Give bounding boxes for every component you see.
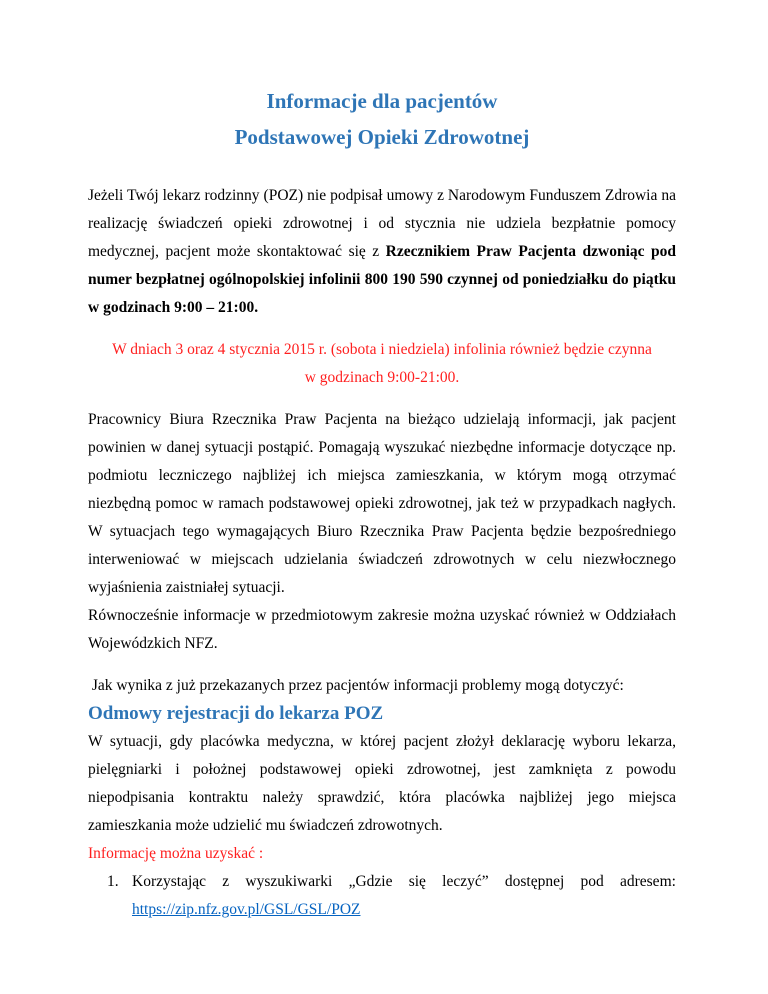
list-item-word: z xyxy=(222,873,230,890)
section-paragraph: W sytuacji, gdy placówka medyczna, w której pacjent złożył deklarację wyboru lekarza, pielęgniarki i położnej podstawowej opieki zdrowotnej, jest zamknięta z powodu niepodpisania kontraktu należy sprawdzić, która placówka najbliżej jego miejsca zamieszkania może udzielić mu świadczeń zdrowotnych. xyxy=(88,733,676,834)
info-label: Informację można uzyskać : xyxy=(88,845,264,862)
list-item-text xyxy=(132,868,676,896)
list-item-word: adresem: xyxy=(619,873,676,890)
gsl-link[interactable]: https://zip.nfz.gov.pl/GSL/GSL/POZ xyxy=(132,901,361,918)
list-item-word: Korzystając xyxy=(132,873,207,890)
problems-intro: Jak wynika z już przekazanych przez pacjentów informacji problemy mogą dotyczyć: xyxy=(88,677,624,694)
title-line-2: Podstawowej Opieki Zdrowotnej xyxy=(234,125,530,149)
list-item-word: „Gdzie xyxy=(348,873,393,890)
intro-text: Jeżeli Twój lekarz rodzinny (POZ) nie podpisał umowy z Narodowym Funduszem Zdrowia na realizację świadczeń opieki zdrowotnej i od stycznia nie udziela bezpłatnie pomocy medycznej, pacjent może skontaktować się z xyxy=(88,187,676,260)
list-item-word: się xyxy=(408,873,426,890)
list-item-word: wyszukiwarki xyxy=(245,873,333,890)
staff-paragraph: Pracownicy Biura Rzecznika Praw Pacjenta na bieżąco udzielają informacji, jak pacjent powinien w danej sytuacji postąpić. Pomagają wyszukać niezbędne informacje dotyczące np. podmiotu leczniczego najbliżej ich miejsca zamieszkania, w którym mogą otrzymać niezbędną pomoc w ramach podstawowej opieki zdrowotnej, jak też w przypadkach nagłych. W sytuacjach tego wymagających Biuro Rzecznika Praw Pacjenta będzie bezpośredniego interweniować w miejscach udzielania świadczeń zdrowotnych w celu niezwłocznego wyjaśnienia zaistniałej sytuacji. xyxy=(88,411,676,596)
intro-bold-text: Rzecznikiem Praw Pacjenta dzwoniąc pod numer bezpłatnej ogólnopolskiej infolinii 800 190 590 czynnej od poniedziałku do piątku w godzinach 9:00 – 21:00. xyxy=(88,243,676,316)
list-item-word: leczyć” xyxy=(442,873,489,890)
section-heading: Odmowy rejestracji do lekarza POZ xyxy=(88,703,384,724)
nfz-paragraph: Równocześnie informacje w przedmiotowym zakresie można uzyskać również w Oddziałach Wojewódzkich NFZ. xyxy=(88,607,676,652)
document-page xyxy=(88,0,676,924)
intro-paragraph xyxy=(88,182,676,322)
notice-line-1: W dniach 3 oraz 4 stycznia 2015 r. (sobota i niedziela) infolinia również będzie czynna xyxy=(112,341,652,358)
list-number: 1. xyxy=(107,873,119,890)
notice-line-2: w godzinach 9:00-21:00. xyxy=(304,369,460,386)
list-item-word: dostępnej xyxy=(504,873,565,890)
title-line-1: Informacje dla pacjentów xyxy=(266,89,498,113)
list-item-word: pod xyxy=(580,873,604,890)
list-item xyxy=(88,868,676,924)
